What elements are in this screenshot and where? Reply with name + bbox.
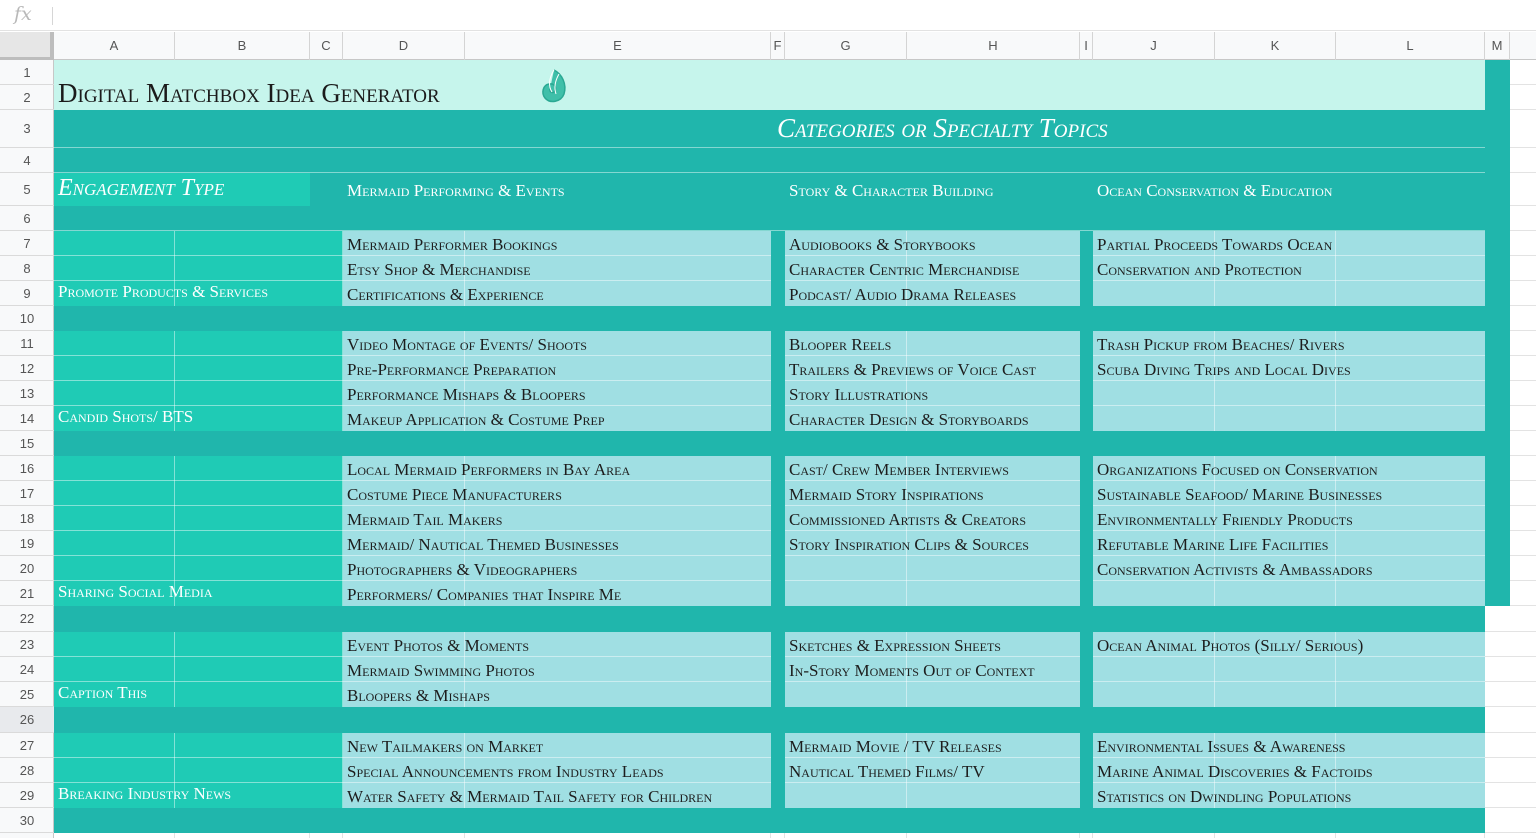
engagement-type-2[interactable]: Sharing Social Media	[58, 582, 213, 601]
idea-cell[interactable]: Statistics on Dwindling Populations	[1097, 787, 1352, 806]
cell-divider	[54, 355, 310, 356]
idea-cell[interactable]: Commissioned Artists & Creators	[789, 510, 1027, 529]
row-header-23[interactable]: 23	[0, 632, 54, 657]
cell-divider	[54, 147, 1485, 148]
idea-cell[interactable]: Partial Proceeds Towards Ocean	[1097, 235, 1333, 254]
idea-cell[interactable]: Mermaid Story Inspirations	[789, 485, 984, 504]
idea-cell[interactable]: Mermaid Movie / TV Releases	[789, 737, 1002, 756]
idea-cell[interactable]: Etsy Shop & Merchandise	[347, 260, 531, 279]
idea-cell[interactable]: Conservation and Protection	[1097, 260, 1302, 279]
idea-cell[interactable]: Water Safety & Mermaid Tail Safety for Children	[347, 787, 713, 806]
row-header-9[interactable]: 9	[0, 281, 54, 306]
idea-cell[interactable]: Sketches & Expression Sheets	[789, 636, 1001, 655]
category-column-head: Mermaid Performing & Events	[347, 181, 565, 200]
cell-divider	[54, 555, 310, 556]
idea-cell[interactable]: Video Montage of Events/ Shoots	[347, 335, 587, 354]
column-header-i[interactable]: I	[1080, 32, 1093, 60]
row-header-12[interactable]: 12	[0, 356, 54, 381]
engagement-type-4[interactable]: Breaking Industry News	[58, 784, 232, 803]
idea-cell[interactable]: Environmentally Friendly Products	[1097, 510, 1353, 529]
cell-divider	[342, 632, 343, 707]
row-header-8[interactable]: 8	[0, 256, 54, 281]
row-header-3[interactable]: 3	[0, 110, 54, 148]
row-header-7[interactable]: 7	[0, 231, 54, 256]
column-header-c[interactable]: C	[310, 32, 343, 60]
idea-cell[interactable]: Refutable Marine Life Facilities	[1097, 535, 1329, 554]
idea-cell[interactable]: Nautical Themed Films/ TV	[789, 762, 985, 781]
row-header-1[interactable]: 1	[0, 60, 54, 85]
sheet-title: Digital Matchbox Idea Generator	[58, 78, 440, 108]
fx-icon: fx	[14, 3, 32, 25]
idea-cell[interactable]: Character Centric Merchandise	[789, 260, 1020, 279]
row-header-13[interactable]: 13	[0, 381, 54, 406]
row-header-21[interactable]: 21	[0, 581, 54, 606]
column-header-l[interactable]: L	[1336, 32, 1485, 60]
idea-cell[interactable]: Conservation Activists & Ambassadors	[1097, 560, 1373, 579]
row-header-28[interactable]: 28	[0, 758, 54, 783]
engagement-type-3[interactable]: Caption This	[58, 683, 147, 702]
cell-divider	[342, 456, 343, 606]
row-header-bar	[0, 60, 54, 838]
cell-divider	[54, 656, 310, 657]
row-header-20[interactable]: 20	[0, 556, 54, 581]
row-header-29[interactable]: 29	[0, 783, 54, 808]
cell-divider	[342, 733, 343, 808]
idea-cell[interactable]: Photographers & Videographers	[347, 560, 578, 579]
cell-divider	[1093, 681, 1485, 682]
cell-divider	[54, 230, 1485, 231]
column-header-a[interactable]: A	[54, 32, 175, 60]
column-header-k[interactable]: K	[1215, 32, 1336, 60]
idea-cell[interactable]: Bloopers & Mishaps	[347, 686, 490, 705]
idea-cell[interactable]: Podcast/ Audio Drama Releases	[789, 285, 1017, 304]
formula-bar[interactable]	[0, 0, 1536, 31]
cell-divider	[1093, 405, 1485, 406]
row-header-17[interactable]: 17	[0, 481, 54, 506]
cell-divider	[54, 480, 310, 481]
cell-divider	[54, 782, 310, 783]
idea-cell[interactable]: Certifications & Experience	[347, 285, 544, 304]
row-header-27[interactable]: 27	[0, 733, 54, 758]
row-header-2[interactable]: 2	[0, 85, 54, 110]
cell-divider	[1335, 231, 1336, 306]
idea-cell[interactable]: Mermaid/ Nautical Themed Businesses	[347, 535, 619, 554]
cell-divider	[54, 580, 310, 581]
idea-cell[interactable]: Makeup Application & Costume Prep	[347, 410, 605, 429]
row-header-6[interactable]: 6	[0, 206, 54, 231]
formula-bar-divider	[52, 7, 53, 25]
idea-cell[interactable]: Costume Piece Manufacturers	[347, 485, 562, 504]
row-header-26[interactable]: 26	[0, 707, 54, 733]
engagement-type-1[interactable]: Candid Shots/ BTS	[58, 407, 194, 426]
column-header-d[interactable]: D	[343, 32, 465, 60]
idea-cell[interactable]: Event Photos & Moments	[347, 636, 530, 655]
idea-cell[interactable]: Mermaid Performer Bookings	[347, 235, 558, 254]
idea-cell[interactable]: Mermaid Swimming Photos	[347, 661, 535, 680]
row-header-5[interactable]: 5	[0, 173, 54, 206]
column-header-h[interactable]: H	[907, 32, 1080, 60]
idea-cell[interactable]: Performers/ Companies that Inspire Me	[347, 585, 622, 604]
column-header-j[interactable]: J	[1093, 32, 1215, 60]
cell-divider	[54, 530, 310, 531]
cell-divider	[54, 757, 310, 758]
idea-cell[interactable]: Story Inspiration Clips & Sources	[789, 535, 1029, 554]
nautilus-shell-icon	[540, 68, 568, 106]
idea-cell[interactable]: Trash Pickup from Beaches/ Rivers	[1097, 335, 1345, 354]
idea-cell[interactable]: Local Mermaid Performers in Bay Area	[347, 460, 631, 479]
categories-heading: Categories or Specialty Topics	[777, 113, 1108, 143]
column-m-strip	[1485, 60, 1510, 606]
row-header-24[interactable]: 24	[0, 657, 54, 682]
column-header-g[interactable]: G	[785, 32, 907, 60]
row-header-11[interactable]: 11	[0, 331, 54, 356]
idea-cell[interactable]: Marine Animal Discoveries & Factoids	[1097, 762, 1373, 781]
idea-cell[interactable]: Sustainable Seafood/ Marine Businesses	[1097, 485, 1383, 504]
cell-divider	[54, 280, 310, 281]
row-header-10[interactable]: 10	[0, 306, 54, 331]
idea-cell[interactable]: Scuba Diving Trips and Local Dives	[1097, 360, 1351, 379]
cell-divider	[54, 255, 310, 256]
idea-cell[interactable]: Ocean Animal Photos (Silly/ Serious)	[1097, 636, 1364, 655]
row-header-15[interactable]: 15	[0, 431, 54, 456]
cell-divider	[54, 505, 310, 506]
row-header-25[interactable]: 25	[0, 682, 54, 707]
idea-cell[interactable]: Environmental Issues & Awareness	[1097, 737, 1346, 756]
engagement-type-0[interactable]: Promote Products & Services	[58, 282, 269, 301]
spreadsheet-grid[interactable]	[54, 60, 1536, 838]
engagement-type-heading: Engagement Type	[58, 175, 225, 201]
idea-cell[interactable]: Cast/ Crew Member Interviews	[789, 460, 1009, 479]
idea-cell[interactable]: Special Announcements from Industry Leads	[347, 762, 664, 781]
select-all-corner[interactable]	[0, 32, 54, 60]
idea-cell[interactable]: Performance Mishaps & Bloopers	[347, 385, 586, 404]
cell-divider	[54, 172, 1485, 173]
column-header-e[interactable]: E	[465, 32, 771, 60]
idea-cell[interactable]: Mermaid Tail Makers	[347, 510, 503, 529]
row-header-18[interactable]: 18	[0, 506, 54, 531]
idea-cell[interactable]: Character Design & Storyboards	[789, 410, 1029, 429]
cell-divider	[54, 380, 310, 381]
column-header-f[interactable]: F	[771, 32, 785, 60]
cell-divider	[342, 231, 343, 306]
column-header-bar	[0, 32, 1536, 60]
idea-cell[interactable]: Pre-Performance Preparation	[347, 360, 557, 379]
cell-divider	[785, 580, 1080, 581]
row-header-19[interactable]: 19	[0, 531, 54, 556]
idea-cell[interactable]: New Tailmakers on Market	[347, 737, 544, 756]
idea-cell[interactable]: Blooper Reels	[789, 335, 892, 354]
cell-divider	[54, 681, 310, 682]
column-header-m[interactable]: M	[1485, 32, 1510, 60]
row-header-30[interactable]: 30	[0, 808, 54, 833]
row-header-16[interactable]: 16	[0, 456, 54, 481]
idea-cell[interactable]: Story Illustrations	[789, 385, 929, 404]
cell-divider	[54, 405, 310, 406]
category-column-head: Story & Character Building	[789, 181, 994, 200]
row-header-4[interactable]: 4	[0, 148, 54, 173]
idea-cell[interactable]: Organizations Focused on Conservation	[1097, 460, 1378, 479]
category-column-head: Ocean Conservation & Education	[1097, 181, 1333, 200]
idea-cell[interactable]: Audiobooks & Storybooks	[789, 235, 976, 254]
cell-divider	[342, 331, 343, 431]
row-header-22[interactable]: 22	[0, 606, 54, 632]
idea-cell[interactable]: Trailers & Previews of Voice Cast	[789, 360, 1036, 379]
row-header-14[interactable]: 14	[0, 406, 54, 431]
column-header-b[interactable]: B	[175, 32, 310, 60]
idea-cell[interactable]: In-Story Moments Out of Context	[789, 661, 1035, 680]
